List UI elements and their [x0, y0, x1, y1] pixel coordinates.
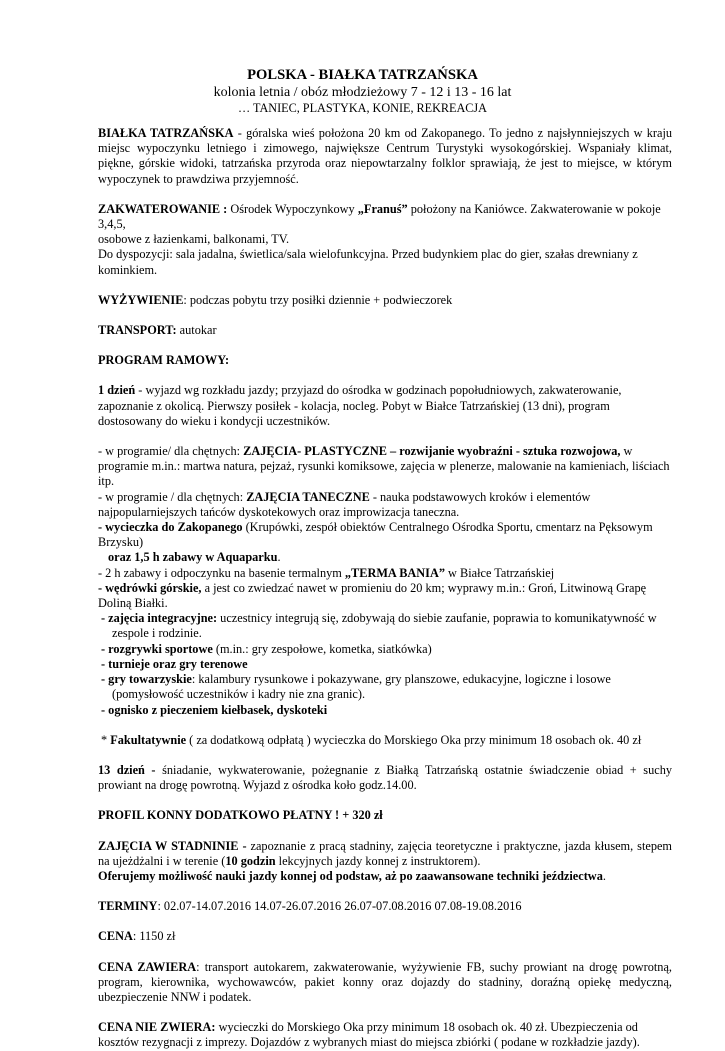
art-title: ZAJĘCIA- PLASTYCZNE – rozwijanie wyobraźni - sztuka rozwojowa, [243, 444, 621, 459]
excludes-text: wycieczki do Morskiego Oka przy minimum 18 osobach ok. 40 zł. Ubezpieczenia od kosztów rezygnacji z imprezy. Dojazdów z wybranych miast do miejsca zbiórki ( podane w rozkładzie jazdy). [98, 1020, 640, 1050]
transport-paragraph [98, 323, 672, 338]
bonfire-title: - ognisko z pieczeniem kiełbasek, dyskoteki [101, 702, 328, 717]
optional-asterisk: * [101, 732, 111, 747]
intro-paragraph [98, 126, 672, 187]
hike-text: a jest co zwiedzać nawet w promieniu do 20 km; wyprawy m.in.: Groń, Litwinową Grapę Doliną Białki. [98, 580, 647, 611]
field-games-title: - turnieje oraz gry terenowe [101, 656, 248, 671]
dance-title: ZAJĘCIA TANECZNE [246, 489, 370, 504]
program-art [98, 444, 672, 490]
accommodation-line2: osobowe z łazienkami, balkonami, TV. [98, 232, 290, 247]
integration-text: uczestnicy integrują się, zdobywają do siebie zaufanie, poprawia to komunikatywność w zespole i rodzinie. [112, 611, 657, 641]
excludes-paragraph [98, 1020, 672, 1050]
dates-paragraph [98, 899, 672, 914]
horse-title-text: PROFIL KONNY DODATKOWO PŁATNY ! + 320 zł [98, 808, 383, 823]
stable-text-cont: lekcyjnych jazdy konnej z instruktorem). [275, 853, 481, 868]
excludes-label: CENA NIE ZWIERA: [98, 1020, 216, 1035]
sport-text: (m.in.: gry zespołowe, kometka, siatkówka) [212, 641, 432, 656]
program-heading [98, 353, 672, 368]
optional-text: ( za dodatkową odpłatą ) wycieczka do Morskiego Oka przy minimum 18 osobach ok. 40 zł [186, 732, 642, 747]
day13-label: 13 dzień - [98, 762, 156, 777]
program-optional [98, 733, 672, 748]
transport-text: autokar [176, 323, 217, 338]
art-prefix: - w programie/ dla chętnych: [98, 444, 244, 459]
art-text: w programie m.in.: martwa natura, pejzaż, rysunki komiksowe, zajęcia w plenerze, malowanie na kamieniach, liściach itp. [98, 444, 670, 489]
terma-prefix: - 2 h zabawy i odpoczynku na basenie termalnym [98, 565, 345, 580]
horse-stable [98, 839, 672, 869]
terma-text: w Białce Tatrzańskiej [444, 565, 555, 580]
program-day13 [98, 763, 672, 793]
program-dance [98, 490, 672, 520]
document-header [0, 66, 725, 116]
offer-text: Oferujemy możliwość nauki jazdy konnej od podstaw, aż po zaawansowane techniki jeździectwa [98, 868, 603, 883]
price-label: CENA [98, 929, 133, 944]
stable-text: zapoznanie z pracą stadniny, zajęcia teoretyczne i praktyczne, jazda kłusem, stepem na ujeżdżalni i w terenie ( [98, 838, 672, 868]
integration-title: - zajęcia integracyjne: [101, 611, 218, 626]
food-text: : podczas pobytu trzy posiłki dziennie + podwieczorek [183, 292, 453, 307]
hike-title: - wędrówki górskie, [98, 580, 202, 595]
trip-title: - wycieczka do Zakopanego [98, 520, 243, 535]
intro-text: - góralska wieś położona 20 km od Zakopanego. To jedno z najsłynniejszych w kraju miejsc wypoczynku letniego i zimowego, największe Centrum Turystyki wysokogórskiej. Wspaniały klimat, piękne, górskie widoki, tatrzańska przyroda oraz niepowtarzalny folklor sprawiają, że jest to miejsce, w którym wypoczynek to prawdziwa przyjemność. [98, 126, 673, 186]
dance-prefix: - w programie / dla chętnych: [98, 489, 247, 504]
accommodation-text-cont: położony na Kaniówce. Zakwaterowanie w pokoje 3,4,5, [98, 201, 661, 232]
price-paragraph [98, 929, 672, 944]
program-trip [98, 520, 672, 566]
intro-label: BIAŁKA TATRZAŃSKA [98, 126, 234, 140]
board-games-text: : kalambury rysunkowe i pokazywane, gry planszowe, edukacyjne, logiczne i losowe (pomysłowość uczestników i kadry nie zna granic). [112, 672, 611, 702]
accommodation-text: Ośrodek Wypoczynkowy [227, 201, 358, 216]
includes-label: CENA ZAWIERA [98, 959, 197, 974]
program-integration [98, 611, 672, 641]
stable-title: ZAJĘCIA W STADNINIE - [98, 838, 247, 853]
accommodation-line3: Do dyspozycji: sala jadalna, świetlica/sala wielofunkcyjna. Przed budynkiem plac do gier, szałas drewniany z kominkiem. [98, 247, 638, 277]
document-subtitle: kolonia letnia / obóz młodzieżowy 7 - 12 i 13 - 16 lat [213, 85, 512, 100]
offer-end: . [602, 868, 606, 883]
horse-title [98, 808, 672, 823]
horse-offer [98, 869, 672, 884]
program-bonfire [98, 703, 672, 718]
sport-title: - rozgrywki sportowe [101, 641, 213, 656]
document-title: POLSKA - BIAŁKA TATRZAŃSKA [247, 67, 478, 83]
document-tagline: … TANIEC, PLASTYKA, KONIE, REKREACJA [238, 101, 487, 115]
terma-title: „TERMA BANIA” [344, 565, 445, 580]
dates-text: : 02.07-14.07.2016 14.07-26.07.2016 26.07-07.08.2016 07.08-19.08.2016 [157, 899, 522, 914]
trip-text: (Krupówki, zespół obiektów Centralnego Ośrodka Sportu, cmentarz na Pęksowym Brzysku) [98, 520, 653, 550]
program-terma [98, 566, 672, 581]
day1-text: - wyjazd wg rozkładu jazdy; przyjazd do ośrodka w godzinach popołudniowych, zakwaterowanie, zapoznanie z okolicą. Pierwszy posiłek - kolacja, nocleg. Pobyt w Białce Tatrzańskiej (13 dni), program dostosowany do wieku i kondycji uczestników. [98, 383, 622, 428]
includes-paragraph [98, 960, 672, 1006]
food-paragraph [98, 293, 672, 308]
day13-text: śniadanie, wykwaterowanie, pożegnanie z Białką Tatrzańską ostatnie świadczenie obiad + suchy prowiant na drogę powrotną. Wyjazd z ośrodka koło godz.14.00. [98, 762, 672, 793]
day1-label: 1 dzień [98, 383, 136, 398]
transport-label: TRANSPORT: [98, 323, 177, 338]
trip-end: . [277, 550, 281, 565]
program-day1 [98, 383, 672, 429]
dance-text: - nauka podstawowych kroków i elementów najpopularniejszych tańców dyskotekowych oraz improwizacja taneczna. [98, 489, 591, 519]
accommodation-paragraph [98, 202, 672, 278]
trip-aquapark: oraz 1,5 h zabawy w Aquaparku [108, 550, 278, 565]
accommodation-venue: „Franuś” [357, 201, 408, 216]
program-field-games [98, 657, 672, 672]
document-body [98, 126, 672, 1051]
accommodation-label: ZAKWATEROWANIE : [98, 201, 228, 216]
includes-text: : transport autokarem, zakwaterowanie, wyżywienie FB, suchy prowiant na drogę powrotną, program, kierownika, wychowawców, pakiet konny oraz dojazdy do stadniny, doraźną opiekę medyczną, ubezpieczenie NNW i podatek. [98, 959, 672, 1004]
program-hike [98, 581, 672, 611]
optional-title: Fakultatywnie [110, 732, 187, 747]
board-games-title: - gry towarzyskie [101, 672, 192, 687]
dates-label: TERMINY [98, 899, 158, 914]
food-label: WYŻYWIENIE [98, 292, 184, 307]
program-label: PROGRAM RAMOWY: [98, 353, 230, 368]
price-text: : 1150 zł [132, 929, 176, 944]
program-board-games [98, 672, 672, 702]
stable-hours: 10 godzin [225, 853, 276, 868]
program-sport [98, 642, 672, 657]
